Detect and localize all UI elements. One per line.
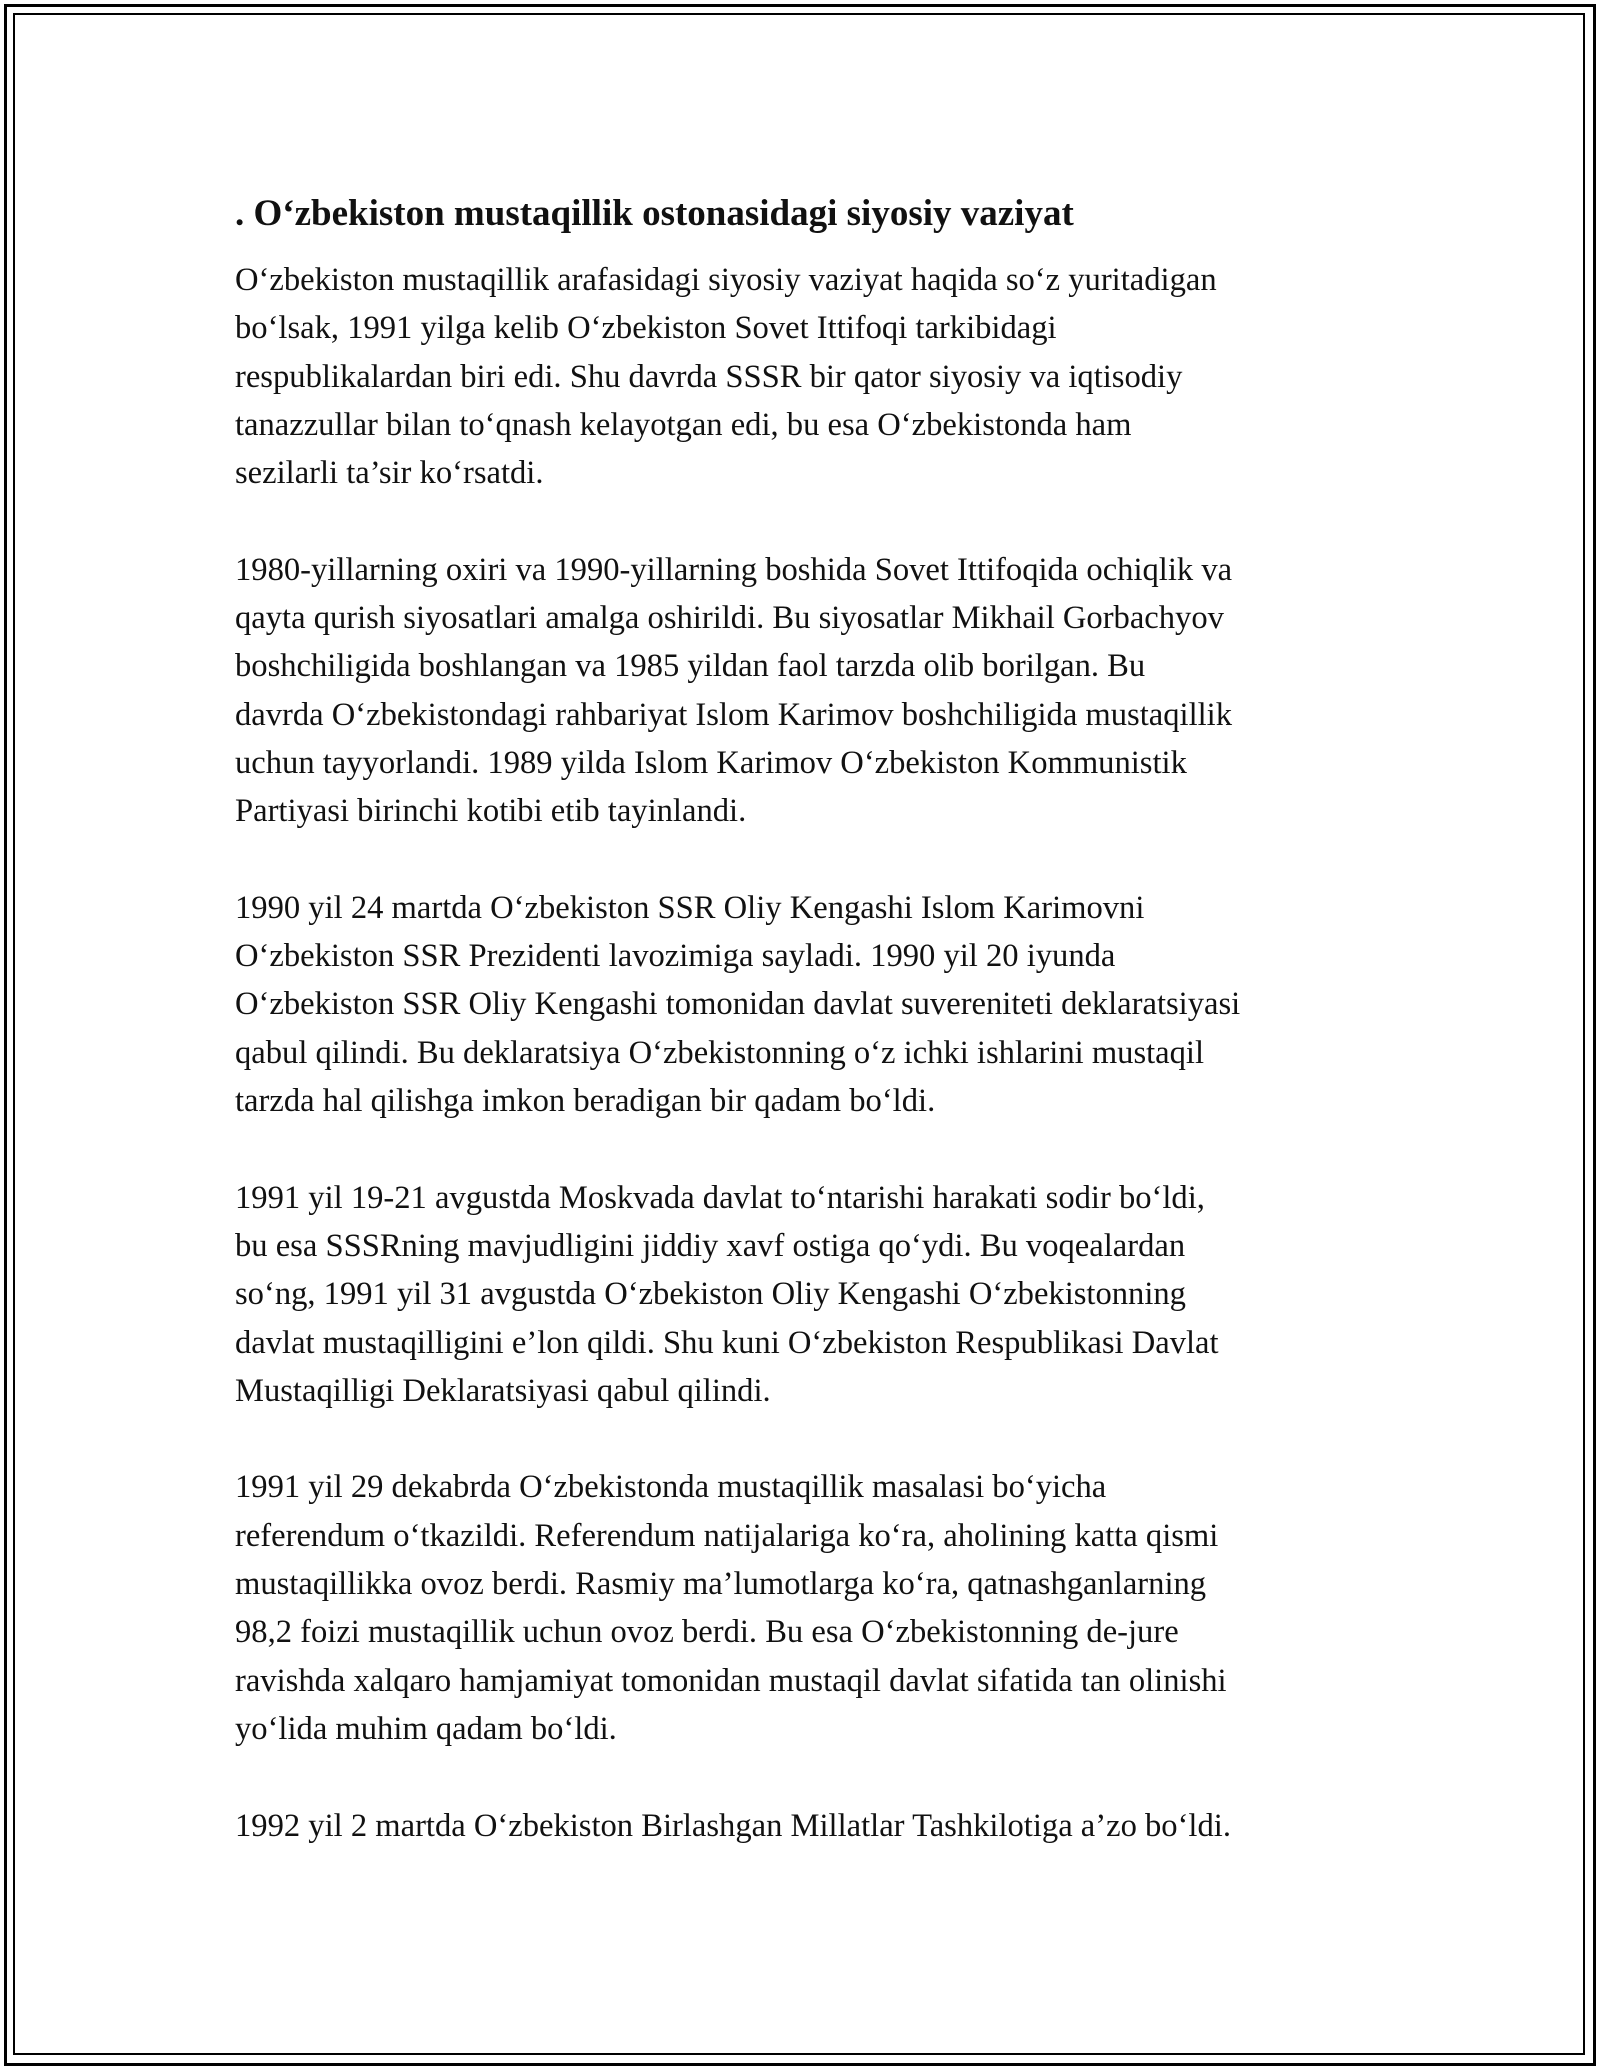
text-line: qabul qilindi. Bu deklaratsiya O‘zbekistonning o‘z ichki ishlarini mustaqil	[235, 1034, 1205, 1071]
document-body	[235, 186, 1385, 1898]
text-line: yo‘lida muhim qadam bo‘ldi.	[235, 1710, 617, 1747]
text-line: tanazzullar bilan to‘qnash kelayotgan edi, bu esa O‘zbekistonda ham	[235, 406, 1132, 443]
text-line: 1980-yillarning oxiri va 1990-yillarning boshida Sovet Ittifoqida ochiqlik va	[235, 551, 1233, 588]
text-line: 98,2 foizi mustaqillik uchun ovoz berdi. Bu esa O‘zbekistonning de-jure	[235, 1614, 1179, 1651]
text-line: O‘zbekiston SSR Prezidenti lavozimiga sayladi. 1990 yil 20 iyunda	[235, 938, 1116, 975]
text-line: qayta qurish siyosatlari amalga oshirildi. Bu siyosatlar Mikhail Gorbachyov	[235, 600, 1224, 637]
paragraph-6	[235, 1802, 1385, 1850]
paragraph-2	[235, 546, 1385, 836]
text-line: referendum o‘tkazildi. Referendum natijalariga ko‘ra, aholining katta qismi	[235, 1517, 1219, 1554]
text-line: mustaqillikka ovoz berdi. Rasmiy ma’lumotlarga ko‘ra, qatnashganlarning	[235, 1566, 1207, 1603]
paragraph-5	[235, 1463, 1385, 1753]
text-line: 1991 yil 19-21 avgustda Moskvada davlat to‘ntarishi harakati sodir bo‘ldi,	[235, 1179, 1205, 1216]
paragraph-1	[235, 256, 1385, 497]
text-line: so‘ng, 1991 yil 31 avgustda O‘zbekiston Oliy Kengashi O‘zbekistonning	[235, 1276, 1186, 1313]
text-line: bo‘lsak, 1991 yilga kelib O‘zbekiston Sovet Ittifoqi tarkibidagi	[235, 310, 1057, 347]
text-line: Mustaqilligi Deklaratsiyasi qabul qilindi.	[235, 1372, 771, 1409]
text-line: uchun tayyorlandi. 1989 yilda Islom Karimov O‘zbekiston Kommunistik	[235, 744, 1187, 781]
paragraph-4	[235, 1174, 1385, 1415]
text-line: respublikalardan biri edi. Shu davrda SSSR bir qator siyosiy va iqtisodiy	[235, 358, 1183, 395]
text-line: sezilarli ta’sir ko‘rsatdi.	[235, 455, 544, 492]
text-line: tarzda hal qilishga imkon beradigan bir qadam bo‘ldi.	[235, 1083, 936, 1120]
text-line: boshchiligida boshlangan va 1985 yildan faol tarzda olib borilgan. Bu	[235, 648, 1146, 685]
text-line: ravishda xalqaro hamjamiyat tomonidan mustaqil davlat sifatida tan olinishi	[235, 1662, 1227, 1699]
text-line: 1992 yil 2 martda O‘zbekiston Birlashgan Millatlar Tashkilotiga a’zo bo‘ldi.	[235, 1807, 1231, 1844]
text-line: O‘zbekiston SSR Oliy Kengashi tomonidan davlat suvereniteti deklaratsiyasi	[235, 986, 1241, 1023]
text-line: bu esa SSSRning mavjudligini jiddiy xavf ostiga qo‘ydi. Bu voqealardan	[235, 1227, 1186, 1264]
text-line: O‘zbekiston mustaqillik arafasidagi siyosiy vaziyat haqida so‘z yuritadigan	[235, 262, 1217, 298]
paragraph-3	[235, 884, 1385, 1125]
document-title: . O‘zbekiston mustaqillik ostonasidagi siyosiy vaziyat	[235, 193, 1074, 234]
text-line: davrda O‘zbekistondagi rahbariyat Islom Karimov boshchiligida mustaqillik	[235, 696, 1233, 733]
text-line: Partiyasi birinchi kotibi etib tayinlandi.	[235, 793, 747, 830]
text-line: 1991 yil 29 dekabrda O‘zbekistonda mustaqillik masalasi bo‘yicha	[235, 1469, 1107, 1506]
text-line: davlat mustaqilligini e’lon qildi. Shu kuni O‘zbekiston Respublikasi Davlat	[235, 1324, 1219, 1361]
text-line: 1990 yil 24 martda O‘zbekiston SSR Oliy Kengashi Islom Karimovni	[235, 889, 1145, 926]
